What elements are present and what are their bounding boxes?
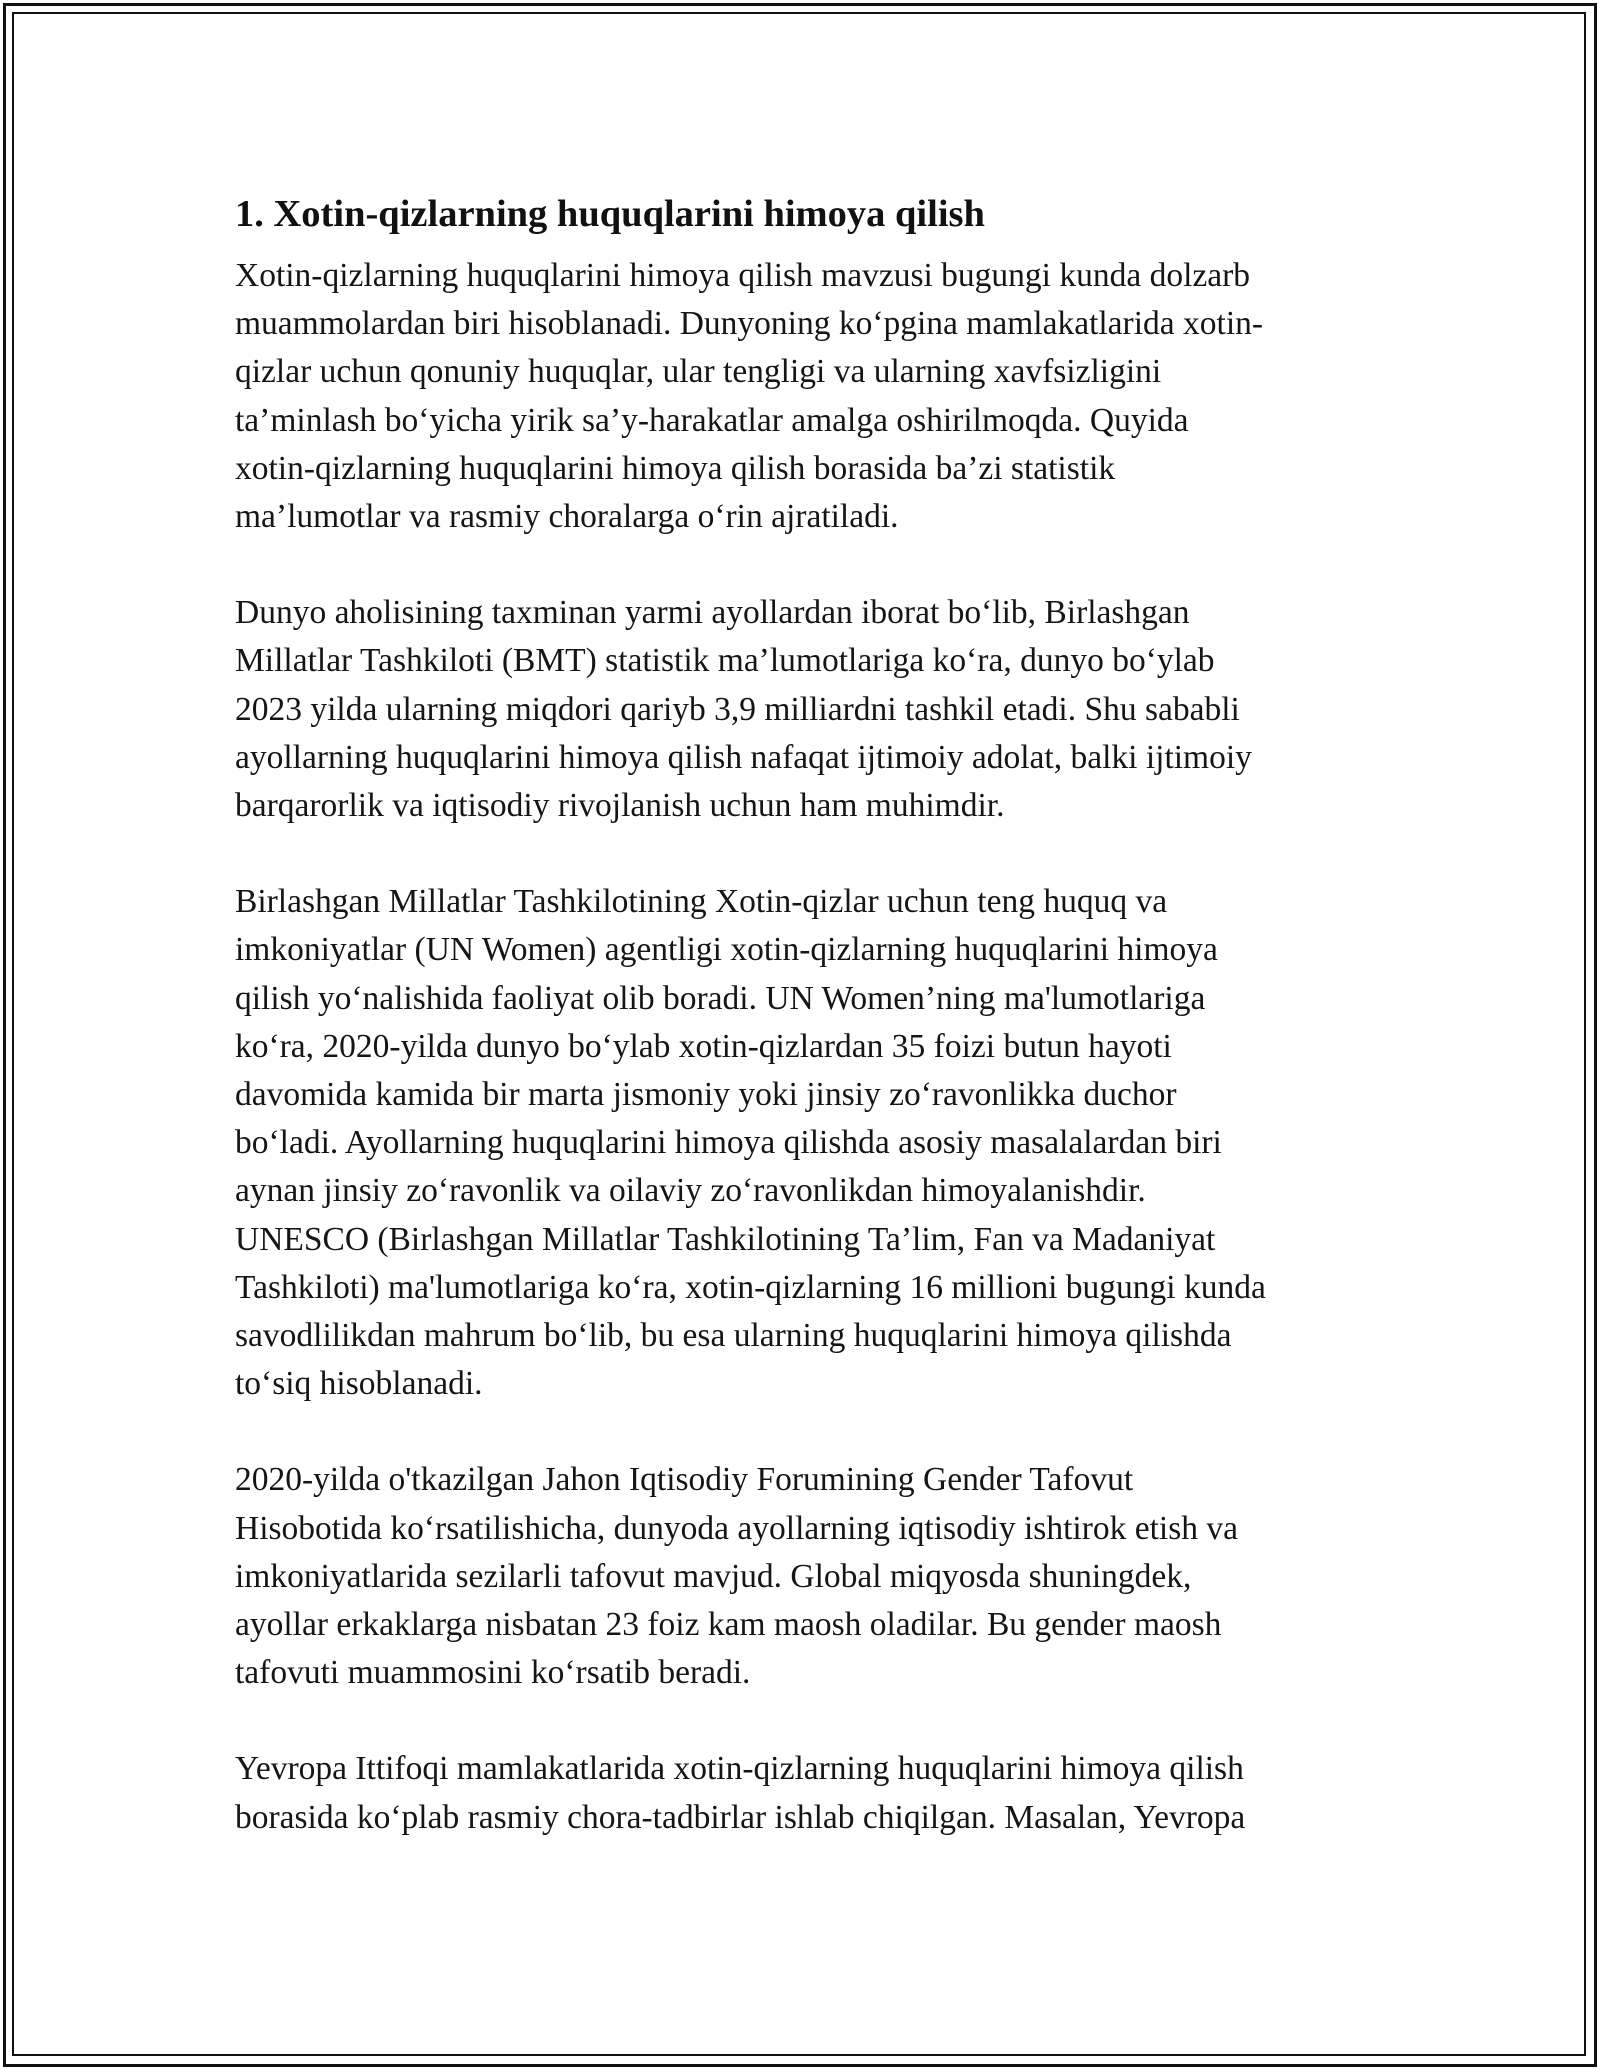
paragraph-line: ko‘ra, 2020-yilda dunyo bo‘ylab xotin-qizlardan 35 foizi butun hayoti xyxy=(235,1027,1172,1065)
paragraph-line: Tashkiloti) ma'lumotlariga ko‘ra, xotin-qizlarning 16 millioni bugungi kunda xyxy=(235,1268,1266,1306)
paragraph-line: ta’minlash bo‘yicha yirik sa’y-harakatlar amalga oshirilmoqda. Quyida xyxy=(235,401,1189,439)
paragraph-line: imkoniyatlarida sezilarli tafovut mavjud. Global miqyosda shuningdek, xyxy=(235,1557,1192,1595)
paragraph-line: savodlilikdan mahrum bo‘lib, bu esa ularning huquqlarini himoya qilishda xyxy=(235,1317,1232,1355)
paragraph-line: ma’lumotlar va rasmiy choralarga o‘rin ajratiladi. xyxy=(235,498,899,536)
paragraph-eu xyxy=(235,1745,1375,1841)
paragraph-line: aynan jinsiy zo‘ravonlik va oilaviy zo‘ravonlikdan himoyalanishdir. xyxy=(235,1172,1146,1210)
paragraph-line: ayollar erkaklarga nisbatan 23 foiz kam maosh oladilar. Bu gender maosh xyxy=(235,1606,1222,1644)
paragraph-line: imkoniyatlar (UN Women) agentligi xotin-qizlarning huquqlarini himoya xyxy=(235,931,1218,969)
document-body xyxy=(235,186,1375,1890)
paragraph-line: Hisobotida ko‘rsatilishicha, dunyoda ayollarning iqtisodiy ishtirok etish va xyxy=(235,1509,1239,1547)
paragraph-line: qilish yo‘nalishida faoliyat olib boradi. UN Women’ning ma'lumotlariga xyxy=(235,979,1206,1017)
paragraph-line: 2020-yilda o'tkazilgan Jahon Iqtisodiy Forumining Gender Tafovut xyxy=(235,1461,1134,1499)
section-heading: 1. Xotin-qizlarning huquqlarini himoya qilish xyxy=(235,193,985,235)
paragraph-line: Millatlar Tashkiloti (BMT) statistik ma’lumotlariga ko‘ra, dunyo bo‘ylab xyxy=(235,642,1215,680)
paragraph-gender-gap xyxy=(235,1456,1375,1697)
paragraph-line: barqarorlik va iqtisodiy rivojlanish uchun ham muhimdir. xyxy=(235,787,1005,825)
paragraph-line: muammolardan biri hisoblanadi. Dunyoning ko‘pgina mamlakatlarida xotin- xyxy=(235,305,1264,343)
paragraph-un-women xyxy=(235,878,1375,1408)
paragraph-line: davomida kamida bir marta jismoniy yoki jinsiy zo‘ravonlikka duchor xyxy=(235,1076,1177,1114)
paragraph-intro xyxy=(235,252,1375,541)
paragraph-line: qizlar uchun qonuniy huquqlar, ular tengligi va ularning xavfsizligini xyxy=(235,353,1162,391)
paragraph-population xyxy=(235,589,1375,830)
paragraph-line: ayollarning huquqlarini himoya qilish nafaqat ijtimoiy adolat, balki ijtimoiy xyxy=(235,738,1252,776)
paragraph-line: bo‘ladi. Ayollarning huquqlarini himoya qilishda asosiy masalalardan biri xyxy=(235,1124,1222,1162)
paragraph-line: borasida ko‘plab rasmiy chora-tadbirlar ishlab chiqilgan. Masalan, Yevropa xyxy=(235,1798,1246,1836)
paragraph-line: Dunyo aholisining taxminan yarmi ayollardan iborat bo‘lib, Birlashgan xyxy=(235,594,1190,632)
paragraph-line: UNESCO (Birlashgan Millatlar Tashkilotining Ta’lim, Fan va Madaniyat xyxy=(235,1220,1216,1258)
paragraph-line: Yevropa Ittifoqi mamlakatlarida xotin-qizlarning huquqlarini himoya qilish xyxy=(235,1750,1244,1788)
paragraph-line: 2023 yilda ularning miqdori qariyb 3,9 milliardni tashkil etadi. Shu sababli xyxy=(235,690,1240,728)
paragraph-line: xotin-qizlarning huquqlarini himoya qilish borasida ba’zi statistik xyxy=(235,449,1116,487)
paragraph-line: Birlashgan Millatlar Tashkilotining Xotin-qizlar uchun teng huquq va xyxy=(235,883,1168,921)
paragraph-line: tafovuti muammosini ko‘rsatib beradi. xyxy=(235,1654,751,1692)
paragraph-line: to‘siq hisoblanadi. xyxy=(235,1365,483,1403)
paragraph-line: Xotin-qizlarning huquqlarini himoya qilish mavzusi bugungi kunda dolzarb xyxy=(235,257,1251,294)
